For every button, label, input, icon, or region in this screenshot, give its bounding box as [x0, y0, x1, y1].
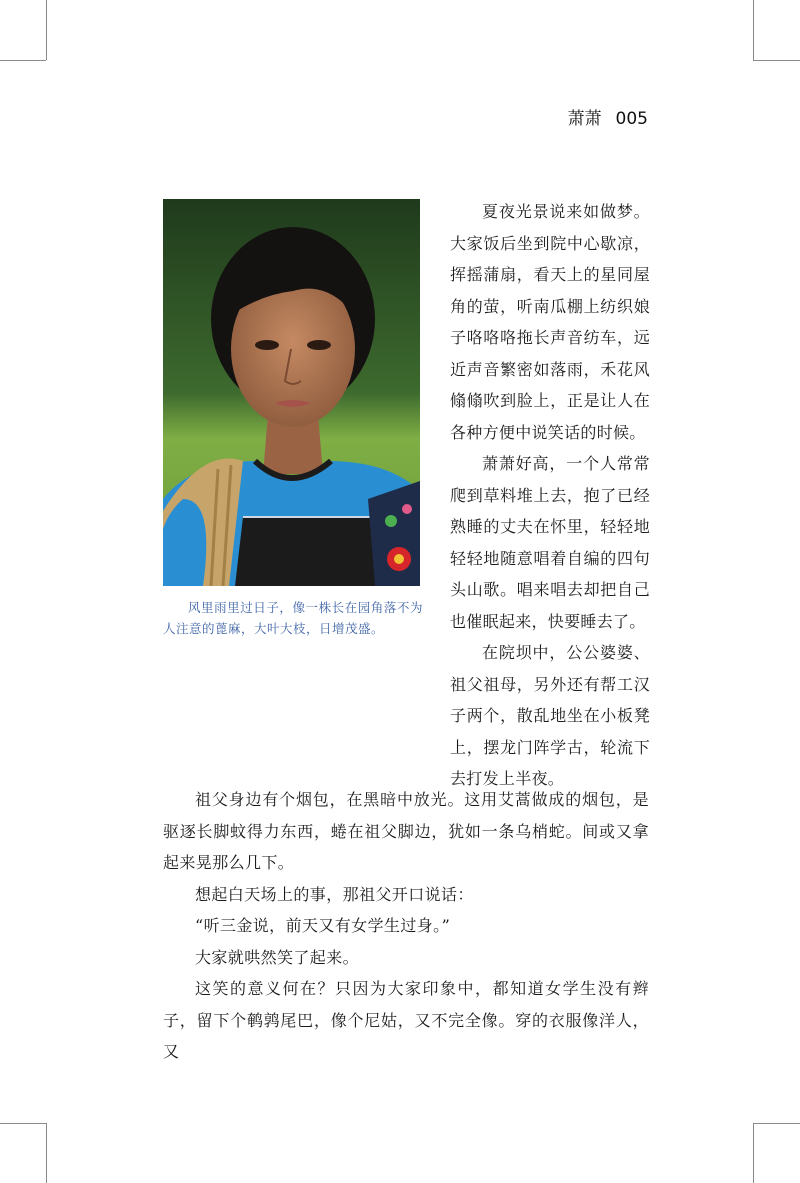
- paragraph: 在院坝中，公公婆婆、祖父祖母，另外还有帮工汉子两个，散乱地坐在小板凳上，摆龙门阵学古，轮流下去打发上半夜。: [450, 643, 650, 788]
- crop-mark-top-right-v: [753, 0, 754, 60]
- crop-mark-top-left-h: [0, 60, 46, 61]
- crop-mark-top-right-h: [753, 60, 800, 61]
- running-head: [500, 104, 648, 129]
- crop-mark-bottom-left-v: [46, 1123, 47, 1183]
- paragraph: “听三金说，前天又有女学生过身。”: [195, 916, 451, 935]
- book-title: 萧萧: [567, 109, 602, 129]
- paragraph: 大家就哄然笑了起来。: [195, 947, 360, 967]
- crop-mark-bottom-right-h: [753, 1123, 800, 1124]
- photo-illustration: [163, 199, 420, 586]
- crop-mark-bottom-right-v: [753, 1123, 754, 1183]
- girl-photo: [163, 199, 420, 586]
- crop-mark-top-left-v: [46, 0, 47, 60]
- paragraph: 祖父身边有个烟包，在黑暗中放光。这用艾蒿做成的烟包，是驱逐长脚蚊得力东西，蜷在祖父脚边，犹如一条乌梢蛇。间或又拿起来晃那么几下。: [163, 790, 649, 872]
- paragraph: 想起白天场上的事，那祖父开口说话：: [195, 884, 474, 904]
- crop-mark-bottom-left-h: [0, 1123, 46, 1124]
- body-text: [163, 784, 649, 1068]
- paragraph: 萧萧好高，一个人常常爬到草料堆上去，抱了已经熟睡的丈夫在怀里，轻轻地轻轻地随意唱着自编的四句头山歌。唱来唱去却把自己也催眠起来，快要睡去了。: [450, 454, 650, 631]
- paragraph: 这笑的意义何在？只因为大家印象中，都知道女学生没有辫子，留下个鹌鹑尾巴，像个尼姑，又不完全像。穿的衣服像洋人，又: [163, 979, 649, 1061]
- right-text-column: [450, 196, 650, 795]
- paragraph: 夏夜光景说来如做梦。大家饭后坐到院中心歇凉，挥摇蒲扇，看天上的星同屋角的萤，听南瓜棚上纺织娘子咯咯咯拖长声音纺车，远近声音繁密如落雨，禾花风翛翛吹到脸上，正是让人在各种方便中说笑话的时候。: [450, 202, 650, 442]
- photo-caption: 风里雨里过日子，像一株长在园角落不为人注意的蓖麻，大叶大枝，日增茂盛。: [163, 600, 423, 636]
- page-number: 005: [615, 109, 648, 129]
